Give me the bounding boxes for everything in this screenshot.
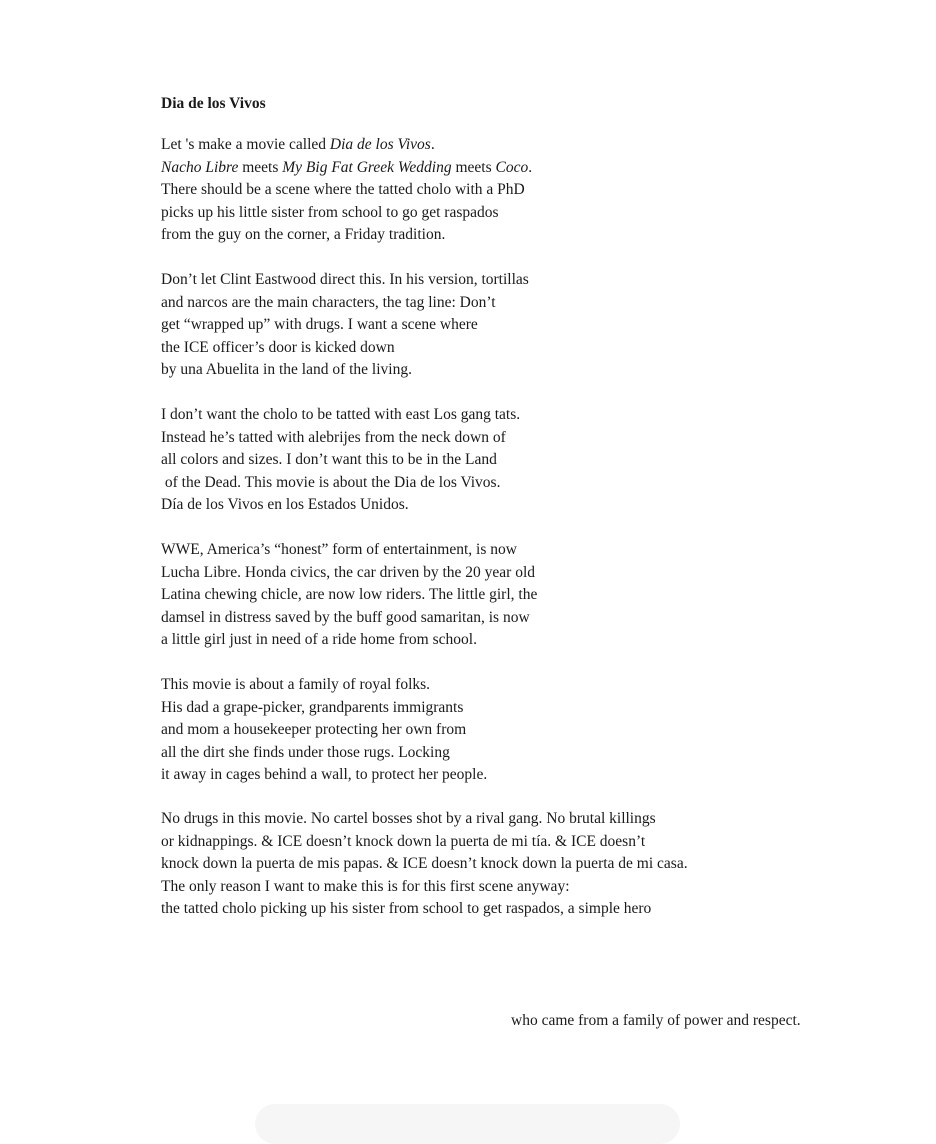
text-span: meets: [451, 158, 496, 176]
stanza-3-line-1: I don’t want the cholo to be tatted with east Los gang tats.: [161, 406, 521, 423]
stanza-4-line-3: Latina chewing chicle, are now low riders. The little girl, the: [161, 586, 538, 603]
stanza-3-line-4: of the Dead. This movie is about the Dia de los Vivos.: [161, 473, 501, 491]
stanza-2-line-3: get “wrapped up” with drugs. I want a scene where: [161, 316, 478, 333]
stanza-1: [161, 134, 532, 247]
stanza-4: [161, 539, 537, 652]
italic-movie-title: Nacho Libre: [161, 158, 239, 176]
stanza-6-line-5: the tatted cholo picking up his sister from school to get raspados, a simple hero: [161, 900, 652, 917]
stanza-5-line-1: This movie is about a family of royal folks.: [161, 676, 431, 693]
stanza-5-line-4: all the dirt she finds under those rugs. Locking: [161, 743, 450, 761]
stanza-4-line-4: damsel in distress saved by the buff good samaritan, is now: [161, 608, 530, 626]
italic-movie-title: Dia de los Vivos: [329, 136, 431, 153]
stanza-3-line-5: Día de los Vivos en los Estados Unidos.: [161, 496, 409, 513]
stanza-6-line-3: knock down la puerta de mis papas. & ICE doesn’t knock down la puerta de mi casa.: [161, 855, 688, 872]
page-bottom-shadow: [255, 1104, 680, 1144]
stanza-2-line-4: the ICE officer’s door is kicked down: [161, 338, 395, 356]
stanza-5-line-3: and mom a housekeeper protecting her own from: [161, 721, 467, 738]
italic-movie-title: Coco: [495, 158, 529, 176]
closing-line: who came from a family of power and respect.: [511, 1012, 801, 1029]
stanza-1-line-3: There should be a scene where the tatted cholo with a PhD: [161, 181, 525, 198]
stanza-1-line-1: [161, 134, 532, 157]
stanza-6-line-2: or kidnappings. & ICE doesn’t knock down la puerta de mi tía. & ICE doesn’t: [161, 832, 646, 850]
stanza-4-line-1: WWE, America’s “honest” form of entertainment, is now: [161, 541, 517, 558]
stanza-3-line-2: Instead he’s tatted with alebrijes from the neck down of: [161, 428, 506, 446]
stanza-6: [161, 808, 688, 921]
stanza-5-line-2: His dad a grape-picker, grandparents immigrants: [161, 698, 464, 716]
stanza-1-line-2: [161, 157, 532, 180]
text-span: Let 's make a movie called: [161, 136, 330, 153]
stanza-5-line-5: it away in cages behind a wall, to protect her people.: [161, 766, 488, 783]
stanza-3: [161, 404, 520, 517]
text-span: .: [430, 136, 435, 153]
stanza-3-line-3: all colors and sizes. I don’t want this to be in the Land: [161, 451, 497, 468]
stanza-6-line-4: The only reason I want to make this is for this first scene anyway:: [161, 877, 570, 895]
stanza-2: [161, 269, 529, 382]
stanza-2-line-5: by una Abuelita in the land of the living.: [161, 361, 412, 378]
poem-title: Dia de los Vivos: [161, 95, 266, 112]
stanza-1-line-4: picks up his little sister from school to go get raspados: [161, 203, 499, 221]
stanza-1-line-5: from the guy on the corner, a Friday tradition.: [161, 226, 446, 243]
italic-movie-title: My Big Fat Greek Wedding: [282, 158, 452, 176]
stanza-4-line-5: a little girl just in need of a ride home from school.: [161, 631, 477, 648]
stanza-5: [161, 674, 487, 787]
stanza-2-line-1: Don’t let Clint Eastwood direct this. In his version, tortillas: [161, 271, 529, 288]
stanza-2-line-2: and narcos are the main characters, the tag line: Don’t: [161, 293, 496, 311]
text-span: meets: [238, 158, 283, 176]
stanza-6-line-1: No drugs in this movie. No cartel bosses shot by a rival gang. No brutal killings: [161, 810, 656, 827]
text-span: .: [528, 158, 533, 176]
stanza-4-line-2: Lucha Libre. Honda civics, the car driven by the 20 year old: [161, 563, 536, 581]
